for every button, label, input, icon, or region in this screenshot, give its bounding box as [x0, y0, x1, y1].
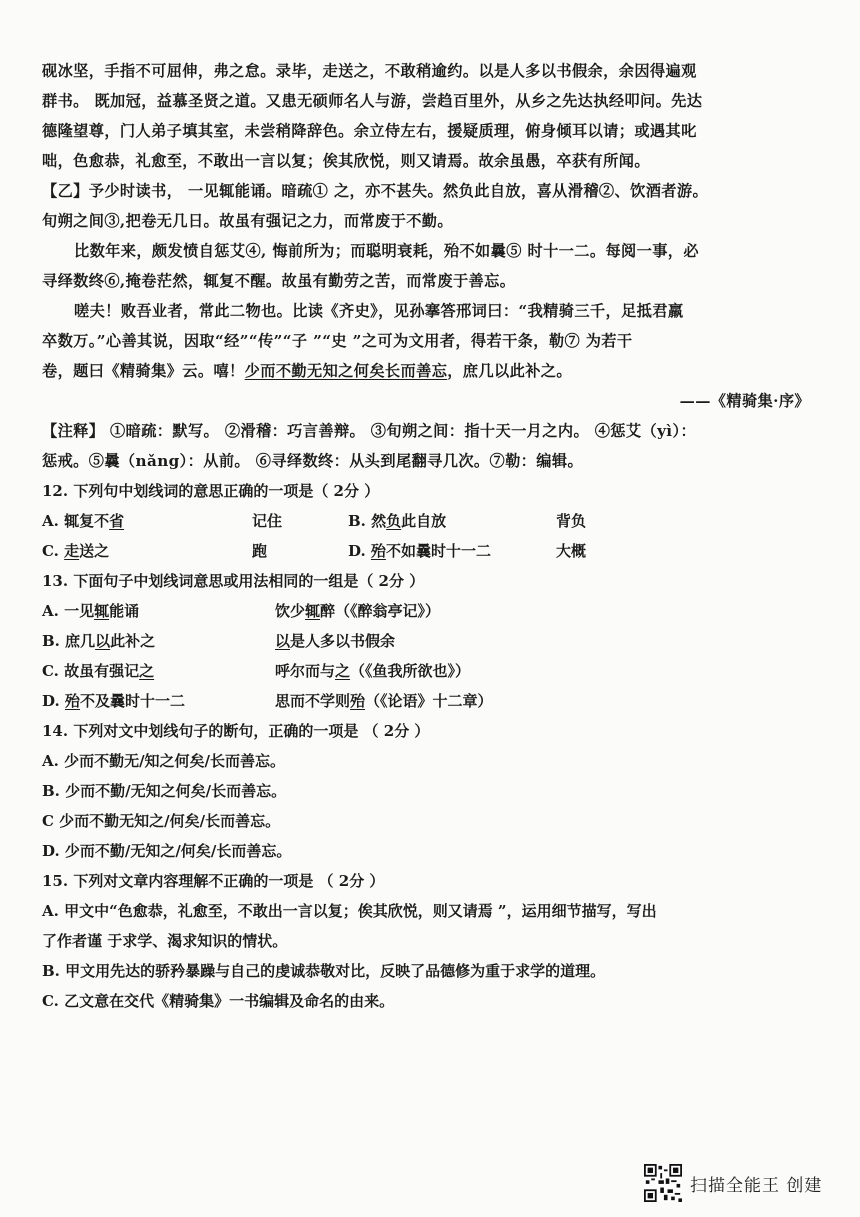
option-c-left	[42, 656, 275, 686]
option-c-meaning: 跑	[252, 542, 268, 560]
underlined-word: 辄	[94, 602, 110, 620]
option-row	[42, 506, 812, 536]
option-text: （《鱼我所欲也》）	[350, 662, 471, 680]
option-text: 饮少	[275, 602, 306, 620]
option-a-right	[275, 596, 675, 626]
option-d: D. 少而不勤/无知之/何矣/长而善忘。	[42, 842, 292, 860]
option-b-left	[42, 626, 275, 656]
option-text: C.	[42, 542, 65, 560]
option-text: 此补之	[110, 632, 156, 650]
text-line	[42, 356, 812, 386]
underlined-word: 之	[139, 662, 155, 680]
underlined-word: 走	[64, 542, 80, 560]
option-d-right	[275, 686, 675, 716]
text-line: 群书。 既加冠，益慕圣贤之道。又患无硕师名人与游，尝趋百里外，从乡之先达执经叩问。先达	[42, 92, 703, 110]
question-13	[42, 566, 812, 716]
text-line: 卒数万。”心善其说，因取“经”“传”“子 ”“史 ”之可为文用者，得若干条，勒⑦ 为若干	[42, 332, 633, 350]
option-a: A. 甲文中“色愈恭，礼愈至，不敢出一言以复；俟其欣悦，则又请焉 ”，运用细节描写，写出	[42, 902, 657, 920]
option-text: 能诵	[109, 602, 140, 620]
option-b: B. 甲文用先达的骄矜暴躁与自己的虔诚恭敬对比，反映了品德修为重于求学的道理。	[42, 962, 606, 980]
passage-jia	[42, 56, 812, 176]
option-row	[42, 656, 812, 686]
text-line: 咄，色愈恭，礼愈至，不敢出一言以复；俟其欣悦，则又请焉。故余虽愚，卒获有所闻。	[42, 152, 650, 170]
option-row	[42, 536, 812, 566]
watermark-text: 扫描全能王 创建	[690, 1175, 823, 1196]
question-14	[42, 716, 812, 866]
source-citation: ——《精骑集·序》	[679, 392, 810, 410]
question-15	[42, 866, 812, 1016]
option-b-right	[275, 626, 675, 656]
option-d-left	[42, 686, 275, 716]
option-b: B. 少而不勤/无知之何矣/长而善忘。	[42, 782, 287, 800]
option-c: C. 乙文意在交代《精骑集》一书编辑及命名的由来。	[42, 992, 395, 1010]
option-a-left	[42, 596, 275, 626]
text-line: 嗟夫！败吾业者，常此二物也。比读《齐史》，见孙搴答邢词曰：“我精骑三千，足抵君羸	[74, 302, 684, 320]
option-text: 是人多以书假余	[290, 632, 396, 650]
exam-page	[42, 56, 812, 1016]
option-text: A. 辄复不	[42, 512, 110, 530]
underlined-word: 负	[386, 512, 402, 530]
question-title: 14. 下列对文中划线句子的断句，正确的一项是 （ 2分 ）	[42, 722, 430, 740]
question-title: 13. 下面句子中划线词意思或用法相同的一组是（ 2分 ）	[42, 572, 425, 590]
option-d	[348, 536, 556, 566]
underlined-word: 之	[335, 662, 351, 680]
option-text: D.	[42, 692, 65, 710]
option-c	[42, 536, 252, 566]
option-text: B. 庶几	[42, 632, 96, 650]
option-a-continued: 了作者谨 于求学、渴求知识的情状。	[42, 932, 288, 950]
notes	[42, 416, 812, 476]
question-12	[42, 476, 812, 566]
notes-line: 惩戒。⑤曩（nǎng）：从前。 ⑥寻绎数终：从头到尾翻寻几次。⑦勒：编辑。	[42, 452, 584, 470]
option-row	[42, 596, 812, 626]
option-text: 呼尔而与	[275, 662, 336, 680]
underlined-word: 殆	[64, 692, 80, 710]
underlined-word: 辄	[305, 602, 321, 620]
option-c: C 少而不勤无知之/何矣/长而善忘。	[42, 812, 281, 830]
qr-code-icon	[644, 1164, 682, 1202]
underlined-word: 省	[109, 512, 125, 530]
option-c-right	[275, 656, 675, 686]
option-d-meaning: 大概	[556, 542, 587, 560]
question-title: 12. 下列句中划线词的意思正确的一项是（ 2分 ）	[42, 482, 380, 500]
underlined-sentence: 少而不勤无知之何矣长而善忘	[244, 362, 448, 380]
scanner-watermark	[644, 1164, 822, 1202]
option-text: 不及曩时十一二	[79, 692, 185, 710]
question-title: 15. 下列对文章内容理解不正确的一项是 （ 2分 ）	[42, 872, 385, 890]
option-b	[348, 506, 556, 536]
option-row	[42, 686, 812, 716]
text-line: 比数年来，颇发愤自惩艾④, 悔前所为；而聪明衰耗，殆不如曩⑤ 时十一二。每阅一事，必	[74, 242, 699, 260]
option-text: 醉（《醉翁亭记》）	[320, 602, 441, 620]
underlined-word: 殆	[350, 692, 366, 710]
text-line: 寻绎数终⑥,掩卷茫然，辄复不醒。故虽有勤劳之苦，而常废于善忘。	[42, 272, 516, 290]
underlined-word: 以	[275, 632, 291, 650]
option-text: 思而不学则	[275, 692, 351, 710]
text-segment: ，庶几以此补之。	[447, 362, 572, 380]
text-line: 旬朔之间③,把卷无几日。故虽有强记之力，而常废于不勤。	[42, 212, 453, 230]
notes-line: 【注释】 ①暗疏：默写。 ②滑稽：巧言善辩。 ③旬朔之间：指十天一月之内。 ④惩艾（yì）：	[42, 422, 697, 440]
option-text: （《论语》十二章）	[365, 692, 493, 710]
text-line: 砚冰坚，手指不可屈伸，弗之怠。录毕，走送之，不敢稍逾约。以是人多以书假余，余因得遍观	[42, 62, 697, 80]
option-a	[42, 506, 252, 536]
underlined-word: 殆	[370, 542, 386, 560]
text-line: 【乙】予少时读书， 一见辄能诵。暗疏① 之，亦不甚失。然负此自放，喜从滑稽②、饮酒者游。	[42, 182, 709, 200]
option-text: 不如曩时十一二	[385, 542, 491, 560]
passage-yi	[42, 176, 812, 416]
option-text: B. 然	[348, 512, 387, 530]
option-text: D.	[348, 542, 371, 560]
option-text: A. 一见	[42, 602, 95, 620]
option-text: 此自放	[401, 512, 447, 530]
option-text: C. 故虽有强记	[42, 662, 140, 680]
option-b-meaning: 背负	[556, 512, 587, 530]
text-line: 德隆望尊，门人弟子填其室，未尝稍降辞色。余立侍左右，援疑质理，俯身倾耳以请；或遇其叱	[42, 122, 697, 140]
underlined-word: 以	[95, 632, 111, 650]
text-segment: 卷，题曰《精骑集》云。嘻！	[42, 362, 245, 380]
option-row	[42, 626, 812, 656]
option-a-meaning: 记住	[252, 512, 283, 530]
option-a: A. 少而不勤无/知之何矣/长而善忘。	[42, 752, 286, 770]
option-text: 送之	[79, 542, 110, 560]
